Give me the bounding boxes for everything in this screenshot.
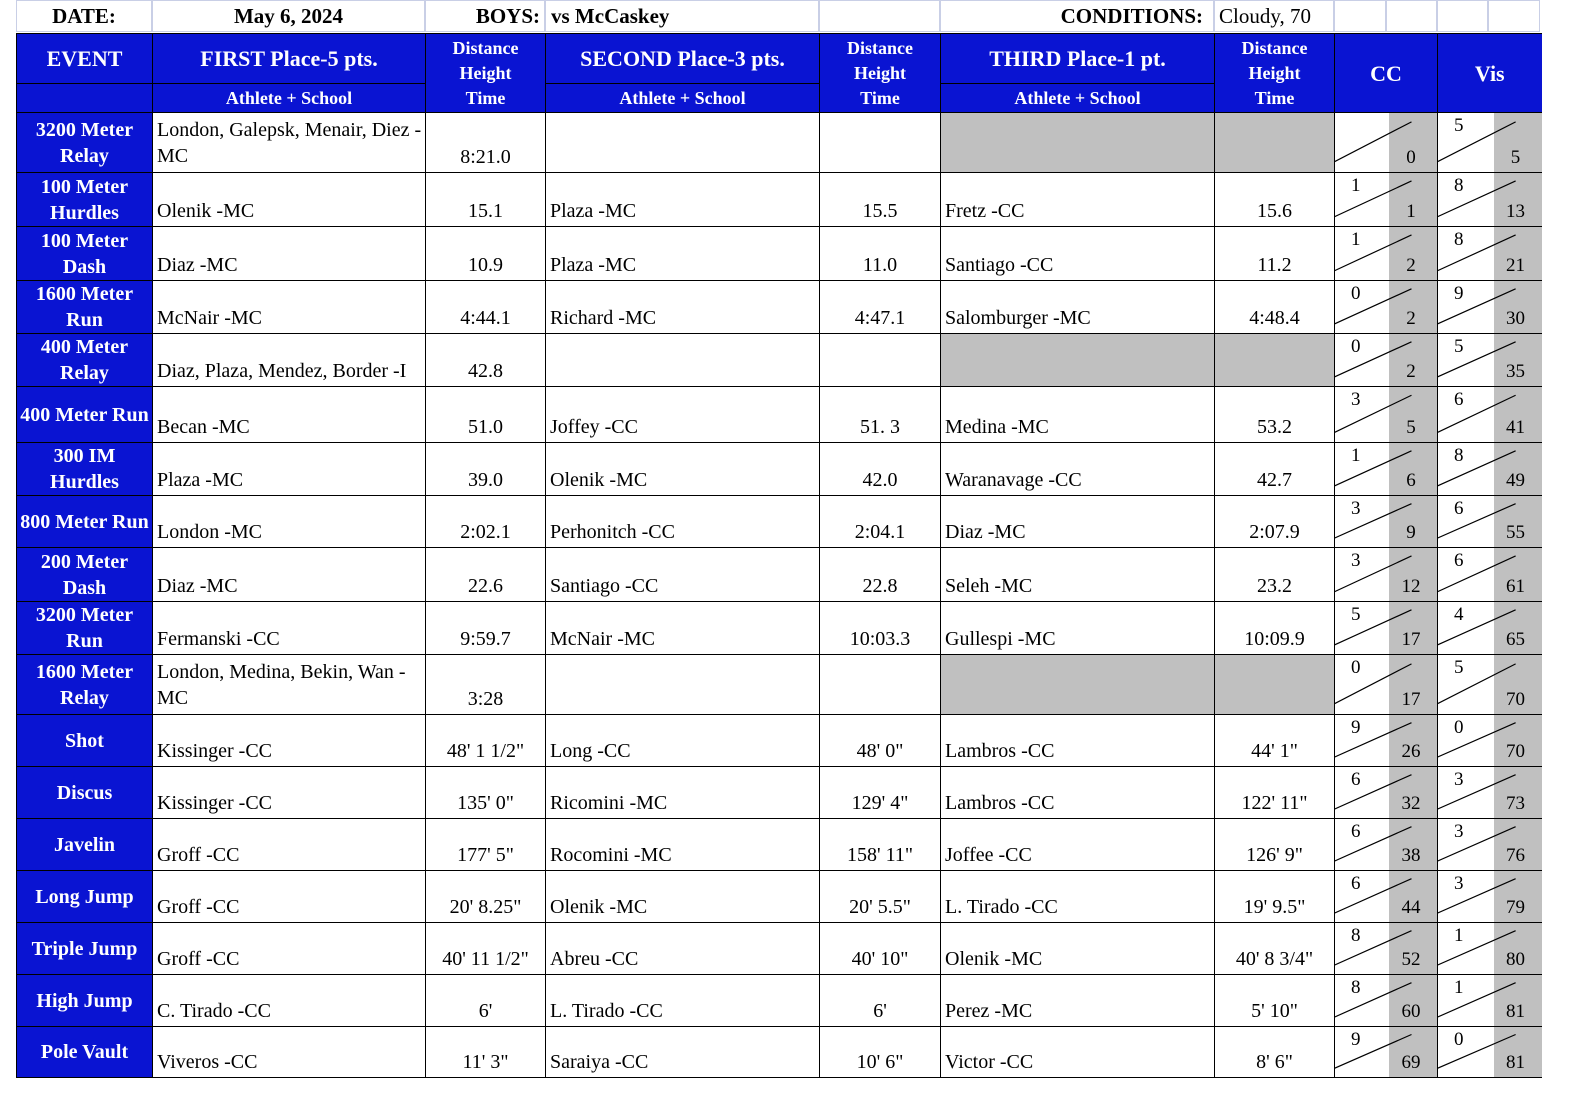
event-points: 1	[1454, 925, 1464, 946]
visitor-score-cell	[1438, 496, 1542, 548]
first-place-athlete: Kissinger -CC	[153, 715, 426, 767]
header-second: SECOND Place-3 pts.	[546, 34, 820, 84]
first-place-mark: 177' 5"	[426, 819, 546, 871]
first-place-athlete: Diaz, Plaza, Mendez, Border -I	[153, 334, 426, 387]
second-place-mark: 48' 0"	[820, 715, 941, 767]
event-points: 9	[1351, 1029, 1361, 1050]
second-place-athlete: Perhonitch -CC	[546, 496, 820, 548]
running-total: 76	[1506, 845, 1525, 866]
event-row	[17, 443, 1542, 496]
event-row	[17, 173, 1542, 227]
event-name: 200 Meter Dash	[17, 548, 153, 602]
event-name: Pole Vault	[17, 1027, 153, 1078]
second-place-mark	[820, 113, 941, 173]
event-points: 8	[1351, 925, 1361, 946]
first-place-athlete: Diaz -MC	[153, 548, 426, 602]
mark-line-time: Time	[1254, 87, 1295, 108]
third-place-mark	[1215, 334, 1335, 387]
third-place-mark: 15.6	[1215, 173, 1335, 227]
running-total: 17	[1401, 689, 1421, 710]
event-points: 0	[1351, 336, 1361, 357]
first-place-mark: 42.8	[426, 334, 546, 387]
third-place-mark: 5' 10"	[1215, 975, 1335, 1027]
header-event-blank	[17, 84, 153, 113]
event-row	[17, 767, 1542, 819]
second-place-athlete: Long -CC	[546, 715, 820, 767]
running-total: 55	[1506, 522, 1525, 543]
first-place-athlete: Fermanski -CC	[153, 602, 426, 655]
third-place-athlete: Santiago -CC	[941, 227, 1215, 281]
event-name: Javelin	[17, 819, 153, 871]
event-row	[17, 113, 1542, 173]
mark-line-distance: Distance	[1241, 37, 1308, 58]
second-place-athlete: Joffey -CC	[546, 387, 820, 443]
event-points: 6	[1351, 821, 1361, 842]
third-place-athlete	[941, 113, 1215, 173]
event-points: 6	[1454, 498, 1464, 519]
running-total: 49	[1506, 470, 1525, 491]
event-points: 3	[1351, 550, 1361, 571]
visitor-score-cell	[1438, 655, 1542, 715]
first-place-athlete: C. Tirado -CC	[153, 975, 426, 1027]
event-row	[17, 281, 1542, 334]
event-row	[17, 227, 1542, 281]
event-row	[17, 655, 1542, 715]
event-points: 0	[1454, 1029, 1464, 1050]
second-place-mark: 15.5	[820, 173, 941, 227]
first-place-mark: 20' 8.25"	[426, 871, 546, 923]
event-row	[17, 715, 1542, 767]
first-place-athlete: Viveros -CC	[153, 1027, 426, 1078]
event-name: Long Jump	[17, 871, 153, 923]
meet-date: May 6, 2024	[152, 0, 425, 32]
event-row	[17, 819, 1542, 871]
cc-score-cell	[1335, 443, 1438, 496]
running-total: 80	[1506, 949, 1525, 970]
header-athlete-school: Athlete + School	[941, 84, 1215, 113]
first-place-athlete: London, Galepsk, Menair, Diez -MC	[153, 113, 426, 173]
first-place-mark: 22.6	[426, 548, 546, 602]
first-place-athlete: McNair -MC	[153, 281, 426, 334]
event-name: 1600 Meter Run	[17, 281, 153, 334]
running-total: 65	[1506, 629, 1525, 650]
running-total: 6	[1406, 470, 1416, 491]
event-points: 0	[1351, 283, 1361, 304]
running-total: 70	[1506, 741, 1525, 762]
header-team-home: CC	[1335, 34, 1438, 113]
first-place-mark: 4:44.1	[426, 281, 546, 334]
first-place-mark: 6'	[426, 975, 546, 1027]
mark-line-time: Time	[860, 87, 900, 108]
second-place-athlete: Olenik -MC	[546, 871, 820, 923]
first-place-athlete: London, Medina, Bekin, Wan -MC	[153, 655, 426, 715]
running-total: 81	[1506, 1001, 1525, 1022]
event-points: 5	[1351, 604, 1361, 625]
cc-score-cell	[1335, 1027, 1438, 1078]
third-place-mark: 53.2	[1215, 387, 1335, 443]
visitor-score-cell	[1438, 767, 1542, 819]
second-place-athlete: Saraiya -CC	[546, 1027, 820, 1078]
event-points: 3	[1454, 821, 1464, 842]
first-place-mark: 9:59.7	[426, 602, 546, 655]
event-name: 3200 Meter Relay	[17, 113, 153, 173]
second-place-mark: 42.0	[820, 443, 941, 496]
second-place-athlete: McNair -MC	[546, 602, 820, 655]
second-place-mark: 6'	[820, 975, 941, 1027]
second-place-mark	[820, 334, 941, 387]
second-place-athlete: L. Tirado -CC	[546, 975, 820, 1027]
spacer-cell	[1437, 0, 1488, 32]
first-place-mark: 48' 1 1/2"	[426, 715, 546, 767]
running-total: 81	[1506, 1052, 1525, 1073]
visitor-score-cell	[1438, 819, 1542, 871]
third-place-mark: 2:07.9	[1215, 496, 1335, 548]
visitor-score-cell	[1438, 548, 1542, 602]
first-place-mark: 8:21.0	[426, 113, 546, 173]
event-row	[17, 975, 1542, 1027]
second-place-mark: 2:04.1	[820, 496, 941, 548]
third-place-athlete: Diaz -MC	[941, 496, 1215, 548]
first-place-mark: 15.1	[426, 173, 546, 227]
third-place-athlete: L. Tirado -CC	[941, 871, 1215, 923]
event-points: 5	[1454, 115, 1464, 136]
event-points: 0	[1351, 657, 1361, 678]
event-points: 6	[1351, 769, 1361, 790]
running-total: 17	[1401, 629, 1421, 650]
date-label: DATE:	[16, 0, 152, 32]
visitor-score-cell	[1438, 602, 1542, 655]
event-points: 9	[1351, 717, 1361, 738]
second-place-athlete: Richard -MC	[546, 281, 820, 334]
event-name: 800 Meter Run	[17, 496, 153, 548]
visitor-score-cell	[1438, 281, 1542, 334]
header-first: FIRST Place-5 pts.	[153, 34, 426, 84]
event-name: Discus	[17, 767, 153, 819]
running-total: 2	[1406, 255, 1416, 276]
event-points: 1	[1351, 445, 1361, 466]
event-name: 100 Meter Dash	[17, 227, 153, 281]
second-place-athlete	[546, 334, 820, 387]
event-points: 6	[1351, 873, 1361, 894]
third-place-mark: 42.7	[1215, 443, 1335, 496]
third-place-mark: 4:48.4	[1215, 281, 1335, 334]
second-place-mark: 10:03.3	[820, 602, 941, 655]
mark-line-height: Height	[459, 62, 512, 83]
third-place-athlete: Victor -CC	[941, 1027, 1215, 1078]
visitor-score-cell	[1438, 443, 1542, 496]
running-total: 0	[1406, 147, 1416, 168]
visitor-score-cell	[1438, 334, 1542, 387]
second-place-athlete: Plaza -MC	[546, 227, 820, 281]
event-points: 8	[1454, 175, 1464, 196]
second-place-athlete: Rocomini -MC	[546, 819, 820, 871]
running-total: 5	[1406, 417, 1416, 438]
running-total: 52	[1401, 949, 1421, 970]
third-place-athlete	[941, 655, 1215, 715]
spacer-cell	[819, 0, 940, 32]
running-total: 2	[1406, 308, 1416, 329]
cc-score-cell	[1335, 767, 1438, 819]
second-place-athlete: Plaza -MC	[546, 173, 820, 227]
third-place-athlete: Lambros -CC	[941, 715, 1215, 767]
cc-score-cell	[1335, 334, 1438, 387]
visitor-score-cell	[1438, 227, 1542, 281]
event-points: 8	[1454, 445, 1464, 466]
cc-score-cell	[1335, 113, 1438, 173]
visitor-score-cell	[1438, 975, 1542, 1027]
event-points: 8	[1351, 977, 1361, 998]
running-total: 32	[1401, 793, 1421, 814]
event-name: 100 Meter Hurdles	[17, 173, 153, 227]
cc-score-cell	[1335, 281, 1438, 334]
conditions-value: Cloudy, 70	[1214, 0, 1334, 32]
third-place-mark	[1215, 113, 1335, 173]
event-points: 1	[1351, 175, 1361, 196]
third-place-athlete: Joffee -CC	[941, 819, 1215, 871]
first-place-mark: 11' 3"	[426, 1027, 546, 1078]
first-place-athlete: Olenik -MC	[153, 173, 426, 227]
running-total: 38	[1401, 845, 1421, 866]
event-row	[17, 1027, 1542, 1078]
third-place-athlete: Olenik -MC	[941, 923, 1215, 975]
second-place-mark: 129' 4"	[820, 767, 941, 819]
header-third-mark	[1215, 34, 1335, 113]
event-name: 1600 Meter Relay	[17, 655, 153, 715]
first-place-mark: 2:02.1	[426, 496, 546, 548]
third-place-athlete: Gullespi -MC	[941, 602, 1215, 655]
header-athlete-school: Athlete + School	[153, 84, 426, 113]
second-place-athlete: Ricomini -MC	[546, 767, 820, 819]
running-total: 12	[1401, 576, 1421, 597]
cc-score-cell	[1335, 173, 1438, 227]
first-place-mark: 3:28	[426, 655, 546, 715]
second-place-mark	[820, 655, 941, 715]
running-total: 41	[1506, 417, 1525, 438]
running-total: 30	[1506, 308, 1525, 329]
third-place-mark: 19' 9.5"	[1215, 871, 1335, 923]
cc-score-cell	[1335, 496, 1438, 548]
event-row	[17, 496, 1542, 548]
second-place-mark: 10' 6"	[820, 1027, 941, 1078]
event-points: 3	[1351, 498, 1361, 519]
second-place-athlete: Abreu -CC	[546, 923, 820, 975]
mark-line-time: Time	[465, 87, 506, 108]
event-name: 400 Meter Relay	[17, 334, 153, 387]
third-place-mark	[1215, 655, 1335, 715]
second-place-mark: 51. 3	[820, 387, 941, 443]
visitor-score-cell	[1438, 1027, 1542, 1078]
event-points: 6	[1454, 550, 1464, 571]
event-row	[17, 602, 1542, 655]
second-place-athlete	[546, 655, 820, 715]
first-place-athlete: Groff -CC	[153, 819, 426, 871]
third-place-mark: 122' 11"	[1215, 767, 1335, 819]
first-place-mark: 40' 11 1/2"	[426, 923, 546, 975]
running-total: 26	[1401, 741, 1421, 762]
event-points: 0	[1454, 717, 1464, 738]
event-row	[17, 334, 1542, 387]
first-place-mark: 10.9	[426, 227, 546, 281]
second-place-athlete: Santiago -CC	[546, 548, 820, 602]
visitor-score-cell	[1438, 173, 1542, 227]
third-place-mark: 44' 1"	[1215, 715, 1335, 767]
cc-score-cell	[1335, 871, 1438, 923]
event-name: 3200 Meter Run	[17, 602, 153, 655]
running-total: 9	[1406, 522, 1416, 543]
cc-score-cell	[1335, 923, 1438, 975]
event-points: 5	[1454, 657, 1464, 678]
third-place-athlete: Lambros -CC	[941, 767, 1215, 819]
third-place-athlete	[941, 334, 1215, 387]
running-total: 44	[1401, 897, 1421, 918]
event-row	[17, 923, 1542, 975]
running-total: 21	[1506, 255, 1525, 276]
visitor-score-cell	[1438, 113, 1542, 173]
running-total: 2	[1406, 361, 1416, 382]
event-row	[17, 548, 1542, 602]
meet-info-row	[0, 0, 1583, 32]
first-place-athlete: Groff -CC	[153, 871, 426, 923]
event-row	[17, 871, 1542, 923]
header-athlete-school: Athlete + School	[546, 84, 820, 113]
third-place-mark: 10:09.9	[1215, 602, 1335, 655]
cc-score-cell	[1335, 227, 1438, 281]
running-total: 35	[1506, 361, 1525, 382]
third-place-athlete: Seleh -MC	[941, 548, 1215, 602]
event-points: 8	[1454, 229, 1464, 250]
first-place-athlete: Diaz -MC	[153, 227, 426, 281]
running-total: 70	[1506, 689, 1525, 710]
opponent: vs McCaskey	[545, 0, 819, 32]
third-place-athlete: Perez -MC	[941, 975, 1215, 1027]
mark-line-height: Height	[1248, 62, 1301, 83]
third-place-athlete: Waranavage -CC	[941, 443, 1215, 496]
event-points: 9	[1454, 283, 1464, 304]
event-points: 5	[1454, 336, 1464, 357]
results-table	[16, 33, 1542, 1078]
third-place-mark: 40' 8 3/4"	[1215, 923, 1335, 975]
cc-score-cell	[1335, 975, 1438, 1027]
event-points: 3	[1454, 769, 1464, 790]
first-place-mark: 135' 0"	[426, 767, 546, 819]
event-name: Triple Jump	[17, 923, 153, 975]
mark-line-distance: Distance	[847, 37, 913, 58]
third-place-mark: 23.2	[1215, 548, 1335, 602]
third-place-mark: 11.2	[1215, 227, 1335, 281]
first-place-athlete: Becan -MC	[153, 387, 426, 443]
third-place-athlete: Medina -MC	[941, 387, 1215, 443]
first-place-athlete: Plaza -MC	[153, 443, 426, 496]
mark-line-distance: Distance	[452, 37, 519, 58]
running-total: 69	[1401, 1052, 1421, 1073]
event-points: 1	[1454, 977, 1464, 998]
event-points: 4	[1454, 604, 1464, 625]
running-total: 79	[1506, 897, 1525, 918]
event-name: High Jump	[17, 975, 153, 1027]
cc-score-cell	[1335, 602, 1438, 655]
running-total: 61	[1506, 576, 1525, 597]
first-place-athlete: Groff -CC	[153, 923, 426, 975]
cc-score-cell	[1335, 715, 1438, 767]
event-points: 3	[1351, 389, 1361, 410]
cc-score-cell	[1335, 819, 1438, 871]
mark-line-height: Height	[854, 62, 906, 83]
header-team-visitor: Vis	[1438, 34, 1542, 113]
running-total: 60	[1401, 1001, 1421, 1022]
third-place-mark: 8' 6"	[1215, 1027, 1335, 1078]
second-place-athlete: Olenik -MC	[546, 443, 820, 496]
first-place-mark: 39.0	[426, 443, 546, 496]
event-points: 1	[1351, 229, 1361, 250]
first-place-athlete: London -MC	[153, 496, 426, 548]
running-total: 73	[1506, 793, 1525, 814]
event-points: 3	[1454, 873, 1464, 894]
visitor-score-cell	[1438, 871, 1542, 923]
header-row-top	[17, 34, 1542, 84]
second-place-mark: 4:47.1	[820, 281, 941, 334]
event-name: 300 IM Hurdles	[17, 443, 153, 496]
spacer-cell	[1386, 0, 1437, 32]
running-total: 5	[1510, 147, 1521, 168]
header-second-mark	[820, 34, 941, 113]
second-place-athlete	[546, 113, 820, 173]
header-event: EVENT	[17, 34, 153, 84]
spacer-cell	[1488, 0, 1540, 32]
second-place-mark: 22.8	[820, 548, 941, 602]
event-name: 400 Meter Run	[17, 387, 153, 443]
visitor-score-cell	[1438, 923, 1542, 975]
second-place-mark: 20' 5.5"	[820, 871, 941, 923]
division-label: BOYS:	[425, 0, 545, 32]
first-place-mark: 51.0	[426, 387, 546, 443]
second-place-mark: 11.0	[820, 227, 941, 281]
running-total: 13	[1506, 201, 1525, 222]
conditions-label: CONDITIONS:	[940, 0, 1214, 32]
first-place-athlete: Kissinger -CC	[153, 767, 426, 819]
third-place-athlete: Salomburger -MC	[941, 281, 1215, 334]
cc-score-cell	[1335, 655, 1438, 715]
event-name: Shot	[17, 715, 153, 767]
second-place-mark: 40' 10"	[820, 923, 941, 975]
event-row	[17, 387, 1542, 443]
header-first-mark	[426, 34, 546, 113]
cc-score-cell	[1335, 548, 1438, 602]
spacer-cell	[1334, 0, 1386, 32]
event-points: 6	[1454, 389, 1464, 410]
running-total: 1	[1406, 201, 1416, 222]
visitor-score-cell	[1438, 387, 1542, 443]
cc-score-cell	[1335, 387, 1438, 443]
third-place-mark: 126' 9"	[1215, 819, 1335, 871]
third-place-athlete: Fretz -CC	[941, 173, 1215, 227]
second-place-mark: 158' 11"	[820, 819, 941, 871]
header-third: THIRD Place-1 pt.	[941, 34, 1215, 84]
visitor-score-cell	[1438, 715, 1542, 767]
